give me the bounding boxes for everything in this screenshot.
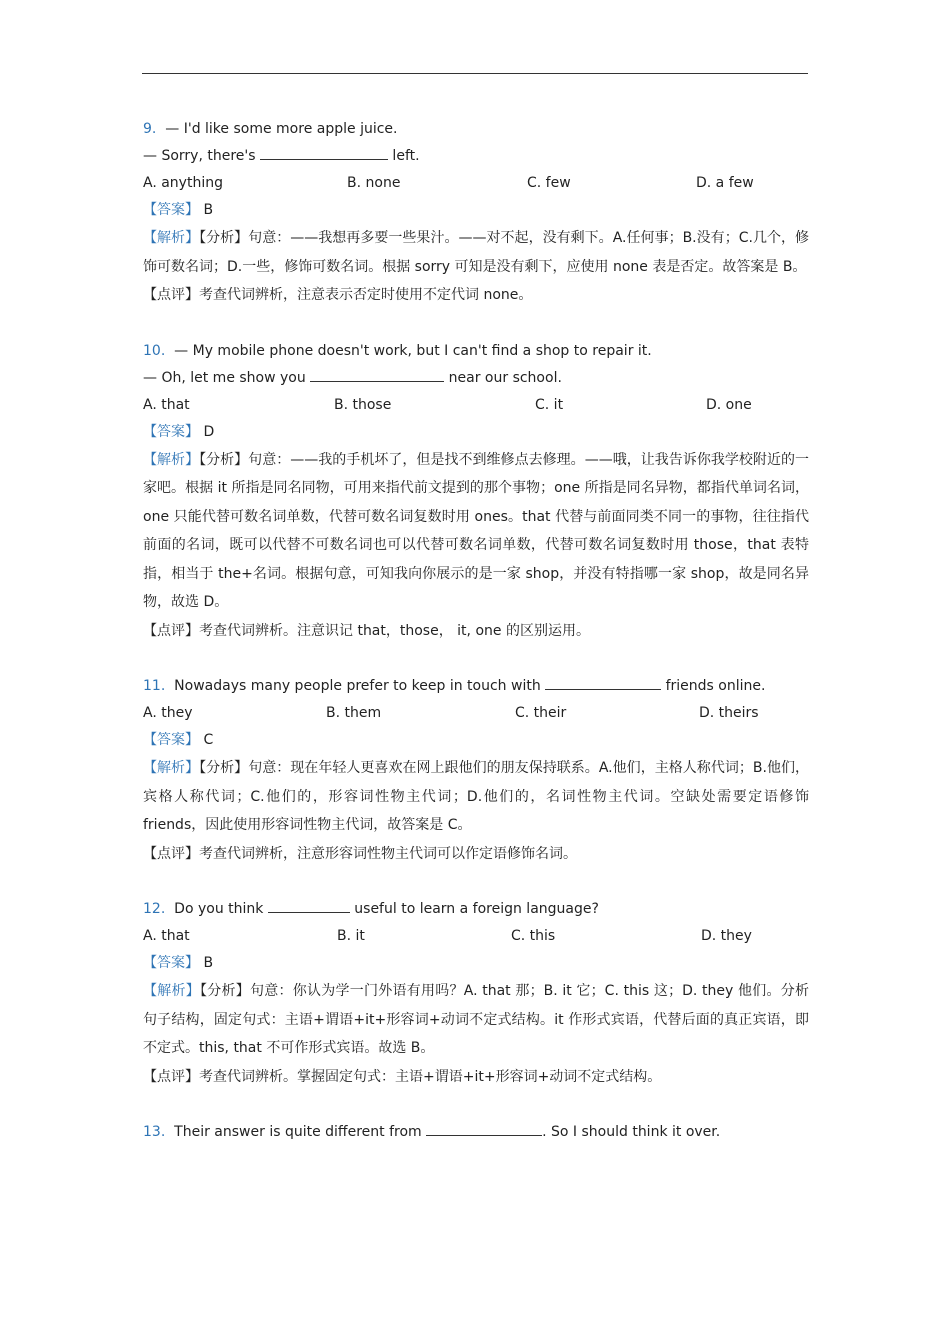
question-9 xyxy=(143,116,809,310)
option-d: D. a few xyxy=(696,175,754,191)
options-row xyxy=(143,170,809,197)
answer-tag: 【答案】 xyxy=(143,732,199,748)
stem-text: useful to learn a foreign language? xyxy=(349,901,599,917)
option-d: D. they xyxy=(701,928,752,944)
answer-blank xyxy=(545,675,661,690)
analysis-tag: 【解析】 xyxy=(143,983,200,999)
option-a: A. that xyxy=(143,396,190,413)
analysis-text: 【分析】句意：现在年轻人更喜欢在网上跟他们的朋友保持联系。A.他们，主格人称代词；B.他们，宾格人称代词；C.他们的，形容词性物主代词；D.他们的，名词性物主代词。空缺处需要定语修饰 friends，因此使用形容词性物主代词，故答案是 C。 xyxy=(143,760,809,833)
stem-text: Their answer is quite different from xyxy=(174,1124,427,1140)
option-b: B. them xyxy=(326,705,382,721)
question-13 xyxy=(143,1119,809,1146)
answer-value: B xyxy=(203,202,214,218)
question-stem xyxy=(143,365,809,392)
question-number: 12. xyxy=(143,901,166,917)
stem-text: — I'd like some more apple juice. xyxy=(165,121,398,137)
option-a: A. anything xyxy=(143,175,223,191)
stem-text: Nowadays many people prefer to keep in touch with xyxy=(174,678,546,694)
question-number: 11. xyxy=(143,678,166,694)
options-row xyxy=(143,392,809,419)
answer-blank xyxy=(426,1121,542,1136)
answer-tag: 【答案】 xyxy=(143,423,199,440)
analysis-tag: 【解析】 xyxy=(143,230,200,246)
document-page xyxy=(143,116,809,1174)
comment: 【点评】考查代词辨析。掌握固定句式：主语+谓语+it+形容词+动词不定式结构。 xyxy=(143,1068,662,1085)
analysis-text: 【分析】句意：——我的手机坏了，但是找不到维修点去修理。——哦，让我告诉你我学校附近的一家吧。根据 it 所指是同名同物，可用来指代前文提到的那个事物；one 所指是同名异物，都指代单词名词，one 只能代替可数名词单数，代替可数名词复数时用 ones。that 代替与前面同类不同一的事物，往往指代前面的名词，既可以代替不可数名词也可以代替可数名词单数，代替可数名词复数时用 those，that 表特指，相当于 the+名词。根据句意，可知我向你展示的是一家 shop，并没有特指哪一家 shop，故是同名异物，故选 D。 xyxy=(143,451,810,610)
option-c: C. it xyxy=(535,396,564,413)
option-b: B. it xyxy=(337,928,365,944)
analysis xyxy=(143,754,809,840)
question-stem xyxy=(143,673,809,700)
question-stem xyxy=(143,1119,809,1146)
question-11 xyxy=(143,673,809,868)
answer-value: D xyxy=(203,423,215,440)
stem-text: — My mobile phone doesn't work, but I can't find a shop to repair it. xyxy=(174,342,652,359)
analysis-text: 【分析】句意：你认为学一门外语有用吗？A. that 那；B. it 它；C. this 这；D. they 他们。分析句子结构，固定句式：主语+谓语+it+形容词+动词不定式结构。it 作形式宾语，代替后面的真正宾语，即不定式。this, that 不可作形式宾语。故选 B。 xyxy=(143,983,809,1056)
question-stem xyxy=(143,116,809,143)
options-row xyxy=(143,700,809,727)
answer-line xyxy=(143,727,809,754)
answer-tag: 【答案】 xyxy=(143,955,199,971)
option-b: B. none xyxy=(347,175,401,191)
comment: 【点评】考查代词辨析。注意识记 that，those， it, one 的区别运用。 xyxy=(143,622,590,639)
option-b: B. those xyxy=(334,396,392,413)
question-stem xyxy=(143,896,809,923)
option-c: C. this xyxy=(511,928,556,944)
analysis-tag: 【解析】 xyxy=(143,760,200,776)
answer-line xyxy=(143,197,809,224)
answer-value: B xyxy=(203,955,214,971)
options-row xyxy=(143,923,809,950)
question-number: 10. xyxy=(143,342,166,359)
analysis-text: 【分析】句意：——我想再多要一些果汁。——对不起，没有剩下。A.任何事；B.没有；C.几个，修饰可数名词；D.一些，修饰可数名词。根据 sorry 可知是没有剩下，应使用 none 表是否定。故答案是 B。 xyxy=(143,230,810,275)
answer-blank xyxy=(268,898,350,913)
stem-text: Do you think xyxy=(174,901,268,917)
answer-value: C xyxy=(203,732,214,748)
question-12 xyxy=(143,896,809,1091)
stem-text: left. xyxy=(387,148,420,164)
question-number: 9. xyxy=(143,121,157,137)
stem-text: — Oh, let me show you xyxy=(143,369,311,386)
analysis xyxy=(143,446,809,617)
option-a: A. that xyxy=(143,928,190,944)
option-a: A. they xyxy=(143,705,193,721)
stem-text: — Sorry, there's xyxy=(143,148,260,164)
answer-blank xyxy=(260,145,388,160)
question-number: 13. xyxy=(143,1124,166,1140)
stem-text: near our school. xyxy=(444,369,562,386)
header-rule xyxy=(142,73,808,74)
analysis xyxy=(143,977,809,1063)
option-d: D. one xyxy=(706,396,752,413)
analysis xyxy=(143,224,809,281)
comment: 【点评】考查代词辨析，注意形容词性物主代词可以作定语修饰名词。 xyxy=(143,845,577,862)
question-stem xyxy=(143,338,809,365)
option-c: C. few xyxy=(527,175,571,191)
answer-line xyxy=(143,419,809,446)
question-10 xyxy=(143,338,809,646)
comment: 【点评】考查代词辨析，注意表示否定时使用不定代词 none。 xyxy=(143,287,533,303)
question-stem xyxy=(143,143,809,170)
analysis-tag: 【解析】 xyxy=(143,451,200,468)
answer-tag: 【答案】 xyxy=(143,202,199,218)
option-d: D. theirs xyxy=(699,705,759,721)
option-c: C. their xyxy=(515,705,567,721)
stem-text: friends online. xyxy=(661,678,766,694)
answer-line xyxy=(143,950,809,977)
stem-text: . So I should think it over. xyxy=(542,1124,721,1140)
answer-blank xyxy=(310,367,444,382)
